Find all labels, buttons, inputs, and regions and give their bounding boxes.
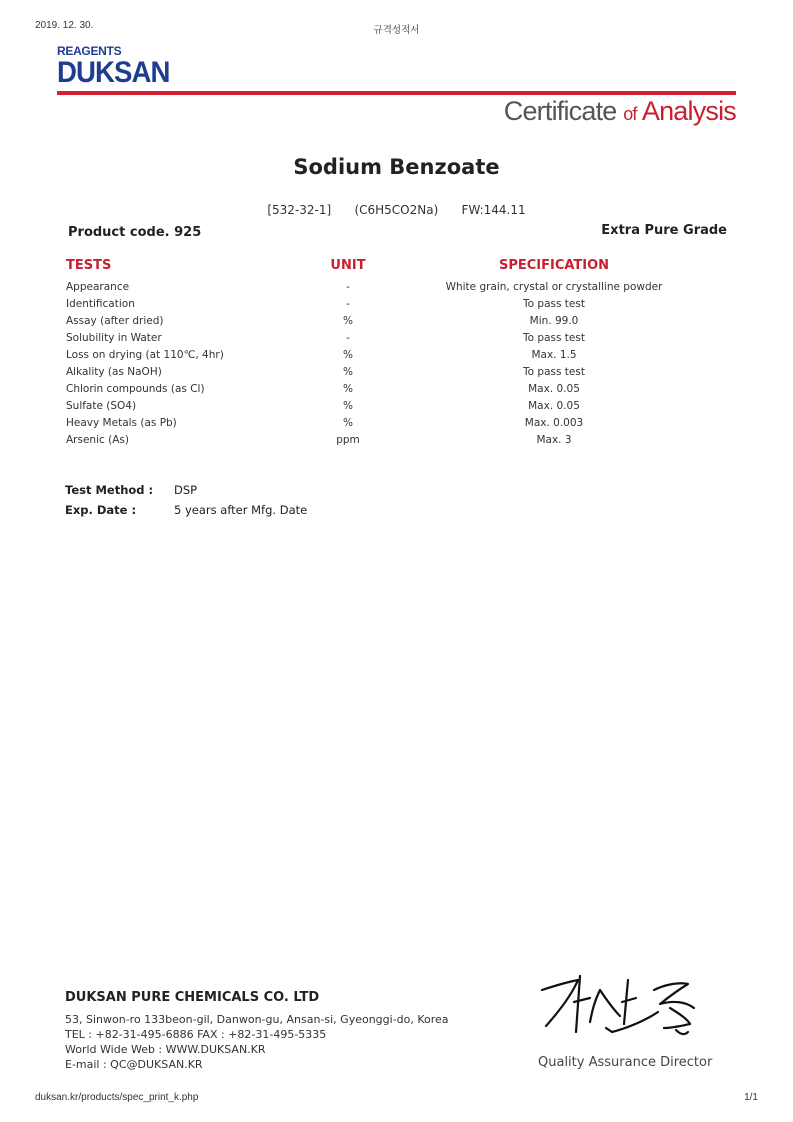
test-name: Heavy Metals (as Pb) [66,417,177,429]
exp-date-label: Exp. Date : [65,503,137,517]
test-spec: Max. 0.05 [528,383,580,395]
table-row [0,400,793,417]
test-name: Solubility in Water [66,332,162,344]
company-web: World Wide Web : WWW.DUKSAN.KR [65,1043,266,1056]
table-row [0,315,793,332]
test-unit: % [343,349,353,361]
table-row [0,366,793,383]
test-unit: % [343,417,353,429]
test-spec: White grain, crystal or crystalline powder [445,281,663,293]
product-grade: Extra Pure Grade [601,223,727,238]
test-name: Appearance [66,281,130,293]
logo-duksan-text: DUKSAN [57,56,170,89]
table-row [0,434,793,451]
table-row [0,281,793,298]
table-row [0,383,793,400]
test-unit: % [343,315,353,327]
product-fw: FW:144.11 [461,203,526,217]
table-row [0,332,793,349]
test-name: Sulfate (SO4) [66,400,137,412]
header-tests: TESTS [66,258,112,273]
product-cas: [532-32-1] [267,203,332,217]
coa-word-certificate: Certificate [503,96,617,126]
logo-reagents-text: REAGENTS [57,44,122,58]
company-address: 53, Sinwon-ro 133beon-gil, Danwon-gu, Ansan-si, Gyeonggi-do, Korea [65,1013,449,1026]
header-specification: SPECIFICATION [498,258,610,273]
company-email: E-mail : QC@DUKSAN.KR [65,1058,203,1071]
test-unit: % [343,383,353,395]
exp-date-value: 5 years after Mfg. Date [174,503,308,517]
test-name: Alkality (as NaOH) [66,366,162,378]
test-method-value: DSP [174,483,198,497]
signature-icon [528,968,718,1048]
test-method-label: Test Method : [65,483,154,497]
product-code: Product code. 925 [68,225,202,240]
test-unit: - [346,332,350,344]
product-name: Sodium Benzoate [293,155,500,179]
header-unit: UNIT [330,258,366,273]
test-name: Arsenic (As) [66,434,129,446]
product-subinfo [0,203,793,217]
test-name: Assay (after dried) [66,315,164,327]
test-spec: Max. 1.5 [531,349,577,361]
test-spec: To pass test [523,366,585,378]
print-date: 2019. 12. 30. [35,20,94,31]
product-formula: (C6H5CO2Na) [354,203,439,217]
coa-word-of: of [623,104,637,124]
test-name: Chlorin compounds (as Cl) [66,383,205,395]
test-spec: To pass test [523,332,585,344]
header-red-rule [57,91,736,95]
table-row [0,417,793,434]
test-unit: % [343,366,353,378]
print-page-number: 1/1 [744,1092,758,1103]
test-name: Loss on drying (at 110℃, 4hr) [66,349,224,361]
table-row [0,349,793,366]
test-spec: Max. 3 [536,434,572,446]
test-spec: Max. 0.003 [524,417,584,429]
test-unit: % [343,400,353,412]
coa-word-analysis: Analysis [641,96,736,126]
company-tel-fax: TEL : +82-31-495-6886 FAX : +82-31-495-5335 [65,1028,327,1041]
print-doc-title: 규격성적서 [373,25,420,36]
test-name: Identification [66,298,135,310]
company-name: DUKSAN PURE CHEMICALS CO. LTD [65,990,320,1005]
print-url: duksan.kr/products/spec_print_k.php [35,1092,199,1103]
test-unit: - [346,298,350,310]
test-spec: To pass test [523,298,585,310]
test-unit: - [346,281,350,293]
signature-title: Quality Assurance Director [538,1055,713,1070]
certificate-of-analysis-title [504,96,736,127]
test-spec: Max. 0.05 [528,400,580,412]
test-unit: ppm [336,434,360,446]
table-row [0,298,793,315]
test-spec: Min. 99.0 [529,315,579,327]
